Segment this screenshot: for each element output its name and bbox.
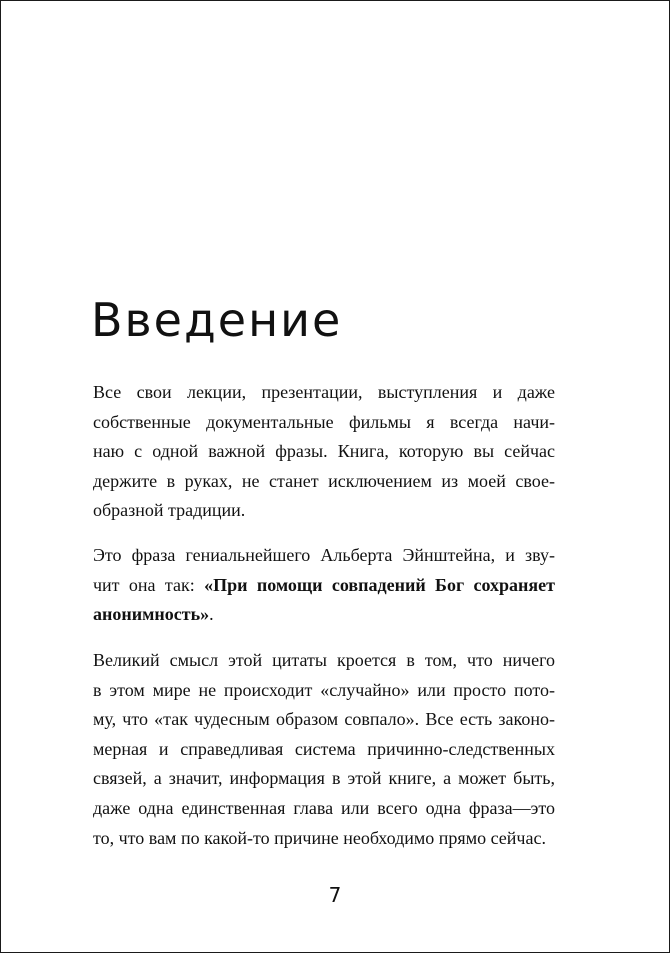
text-line (93, 600, 555, 630)
text-line: держите в руках, не станет исключением из моей свое- (93, 470, 555, 491)
text-line: Все свои лекции, презентации, выступления и даже (93, 382, 555, 402)
paragraph-quote (93, 541, 555, 630)
text-line: то, что вам по какой-то причине необходимо прямо сейчас. (93, 827, 546, 848)
quote-bold: «При помощи совпадений Бог сохраняет (204, 574, 555, 595)
text-line: в этом мире не происходит «случайно» или просто пото- (93, 679, 555, 700)
text-line: Великий смысл этой цитаты кроется в том, что ничего (93, 650, 555, 670)
text-segment: . (209, 604, 214, 625)
chapter-heading: Введение (91, 293, 343, 347)
text-line (93, 571, 555, 601)
text-line: связей, а значит, информация в этой книге, а может быть, (93, 768, 555, 789)
text-line: собственные документальные фильмы я всегда начи- (93, 411, 555, 432)
text-line: образной традиции. (93, 500, 246, 521)
text-segment: чит она так: (93, 574, 205, 595)
quote-bold: анонимность» (93, 604, 210, 625)
text-line: Это фраза гениальнейшего Альберта Эйнштейна, и зву- (93, 545, 555, 565)
text-line: мерная и справедливая система причинно-следственных (93, 738, 555, 759)
paragraph-intro (93, 378, 555, 526)
text-line: наю с одной важной фразы. Книга, которую вы сейчас (93, 441, 555, 462)
paragraph-meaning (93, 646, 555, 853)
text-line: даже одна единственная глава или всего одна фраза—это (93, 797, 555, 818)
text-line: му, что «так чудесным образом совпало». Все есть законо- (93, 709, 555, 730)
page-number: 7 (328, 883, 342, 907)
